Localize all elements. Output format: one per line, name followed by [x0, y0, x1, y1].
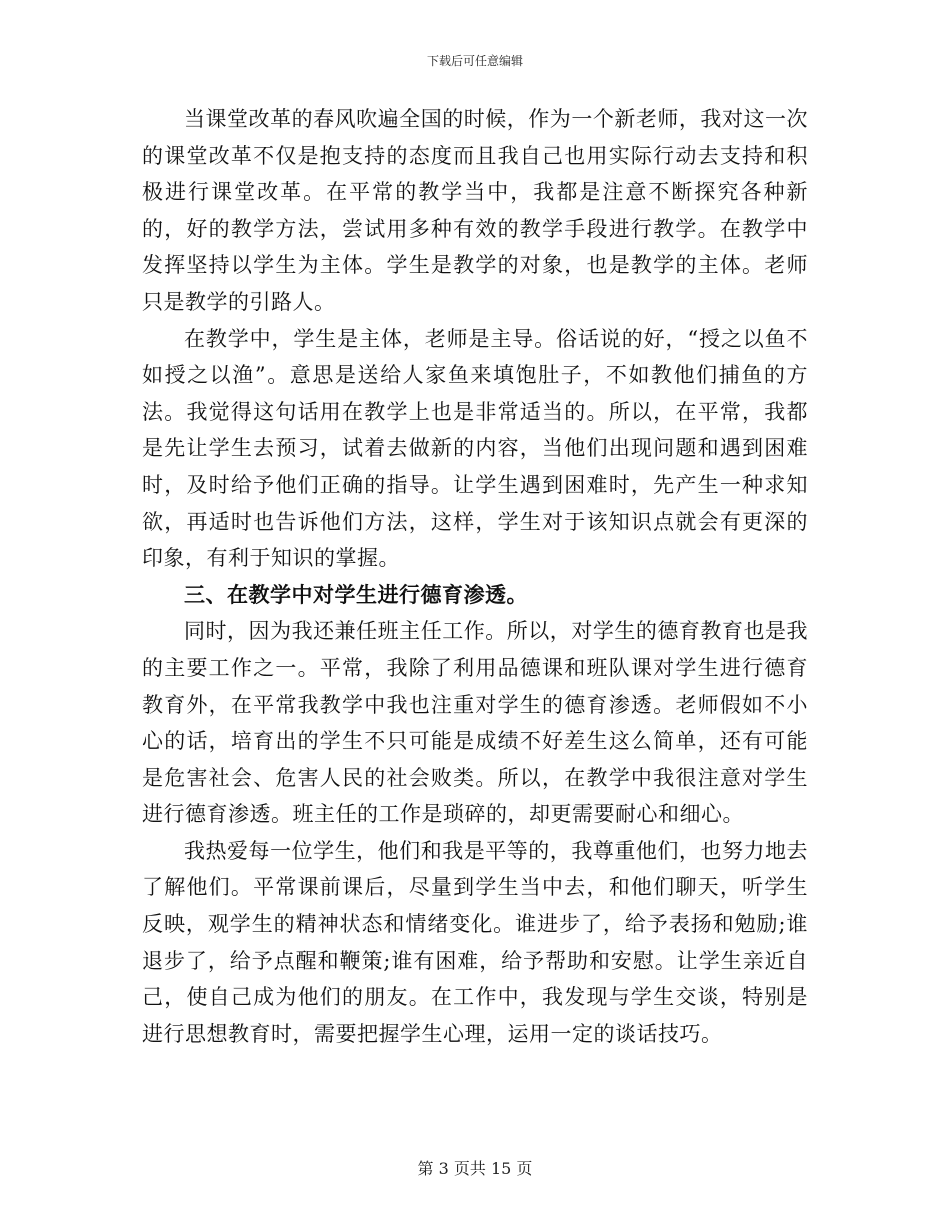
- paragraph-class-teacher-work: 同时，因为我还兼任班主任工作。所以，对学生的德育教育也是我的主要工作之一。平常，我除了利用品德课和班队课对学生进行德育教育外，在平常我教学中我也注重对学生的德育渗透。老师假如不小心的话，培育出的学生不只可能是成绩不好差生这么简单，还有可能是危害社会、危害人民的社会败类。所以，在教学中我很注意对学生进行德育渗透。班主任的工作是琐碎的，却更需要耐心和细心。: [142, 619, 808, 827]
- paragraph-love-students: 我热爱每一位学生，他们和我是平等的，我尊重他们，也努力地去了解他们。平常课前课后，尽量到学生当中去，和他们聊天，听学生反映，观学生的精神状态和情绪变化。谁进步了，给予表扬和勉励;谁退步了，给予点醒和鞭策;谁有困难，给予帮助和安慰。让学生亲近自己，使自己成为他们的朋友。在工作中，我发现与学生交谈，特别是进行思想教育时，需要把握学生心理，运用一定的谈话技巧。: [142, 838, 808, 1046]
- page-header-note: 下载后可任意编辑: [426, 54, 523, 68]
- paragraph-student-centered: 在教学中，学生是主体，老师是主导。俗话说的好，“授之以鱼不如授之以渔”。意思是送给人家鱼来填饱肚子，不如教他们捕鱼的方法。我觉得这句话用在教学上也是非常适当的。所以，在平常，我都是先让学生去预习，试着去做新的内容，当他们出现问题和遇到困难时，及时给予他们正确的指导。让学生遇到困难时，先产生一种求知欲，再适时也告诉他们方法，这样，学生对于该知识点就会有更深的印象，有利于知识的掌握。: [142, 326, 808, 571]
- page-footer-number: 第 3 页共 15 页: [417, 1159, 533, 1178]
- section-heading-moral-education: 三、在教学中对学生进行德育渗透。: [184, 582, 528, 607]
- paragraph-classroom-reform: 当课堂改革的春风吹遍全国的时候，作为一个新老师，我对这一次的课堂改革不仅是抱支持的态度而且我自己也用实际行动去支持和积极进行课堂改革。在平常的教学当中，我都是注意不断探究各种新的，好的教学方法，尝试用多种有效的教学手段进行教学。在教学中发挥坚持以学生为主体。学生是教学的对象，也是教学的主体。老师只是教学的引路人。: [142, 107, 808, 314]
- page-content: [142, 101, 808, 1052]
